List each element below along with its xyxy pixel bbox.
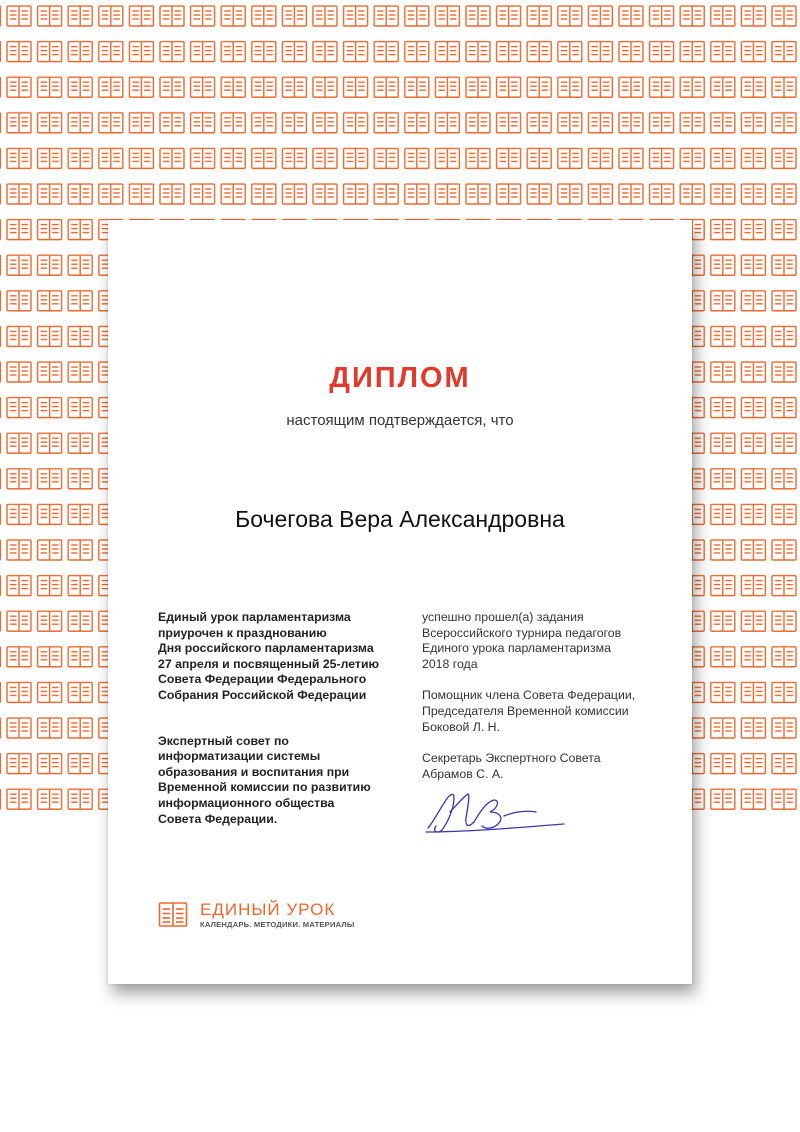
text-line: Единого урока парламентаризма — [422, 641, 611, 656]
signatory-secretary — [422, 751, 682, 782]
text-line: 27 апреля и посвященный 25-летию — [158, 656, 380, 671]
text-line: успешно прошел(а) задания — [422, 610, 584, 624]
right-column — [422, 610, 682, 782]
text-line: приурочен к празднованию — [158, 625, 327, 640]
diploma-subtitle: настоящим подтверждается, что — [286, 412, 514, 429]
text-line: Секретарь Экспертного Совета — [422, 751, 601, 766]
text-line: Экспертный совет по — [158, 733, 289, 748]
text-line: образования и воспитания при — [158, 764, 350, 779]
text-line: информационного общества — [158, 795, 335, 810]
text-line: Председателя Временной комиссии — [422, 703, 629, 718]
text-line: Собрания Российской Федерации — [158, 687, 367, 702]
left-column — [158, 610, 418, 827]
logo-name: ЕДИНЫЙ УРОК — [200, 900, 336, 919]
book-icon — [158, 901, 188, 929]
text-line: Боковой Л. Н. — [422, 719, 500, 734]
signatory-assistant — [422, 688, 682, 735]
text-line: Дня российского парламентаризма — [158, 641, 374, 656]
recipient-name: Бочегова Вера Александровна — [235, 506, 565, 532]
diploma-sheet — [108, 220, 692, 984]
text-line: Единый урок парламентаризма — [158, 610, 351, 624]
logo-tagline: КАЛЕНДАРЬ. МЕТОДИКИ. МАТЕРИАЛЫ — [200, 920, 355, 929]
text-line: Временной комиссии по развитию — [158, 780, 371, 795]
text-line: Совета Федерации. — [158, 811, 278, 826]
text-line: Всероссийского турнира педагогов — [422, 625, 622, 640]
text-line: 2018 года — [422, 656, 478, 671]
issuer-description — [158, 734, 418, 828]
diploma-title: ДИПЛОМ — [329, 362, 471, 394]
text-line: Совета Федерации Федерального — [158, 672, 367, 687]
text-line: Помощник члена Совета Федерации, — [422, 688, 636, 703]
edinyi-urok-logo — [158, 901, 378, 931]
achievement-text — [422, 610, 682, 672]
text-line: информатизации системы — [158, 749, 321, 764]
event-description — [158, 610, 418, 704]
handwritten-signature — [424, 786, 574, 846]
text-line: Абрамов С. А. — [422, 766, 504, 781]
